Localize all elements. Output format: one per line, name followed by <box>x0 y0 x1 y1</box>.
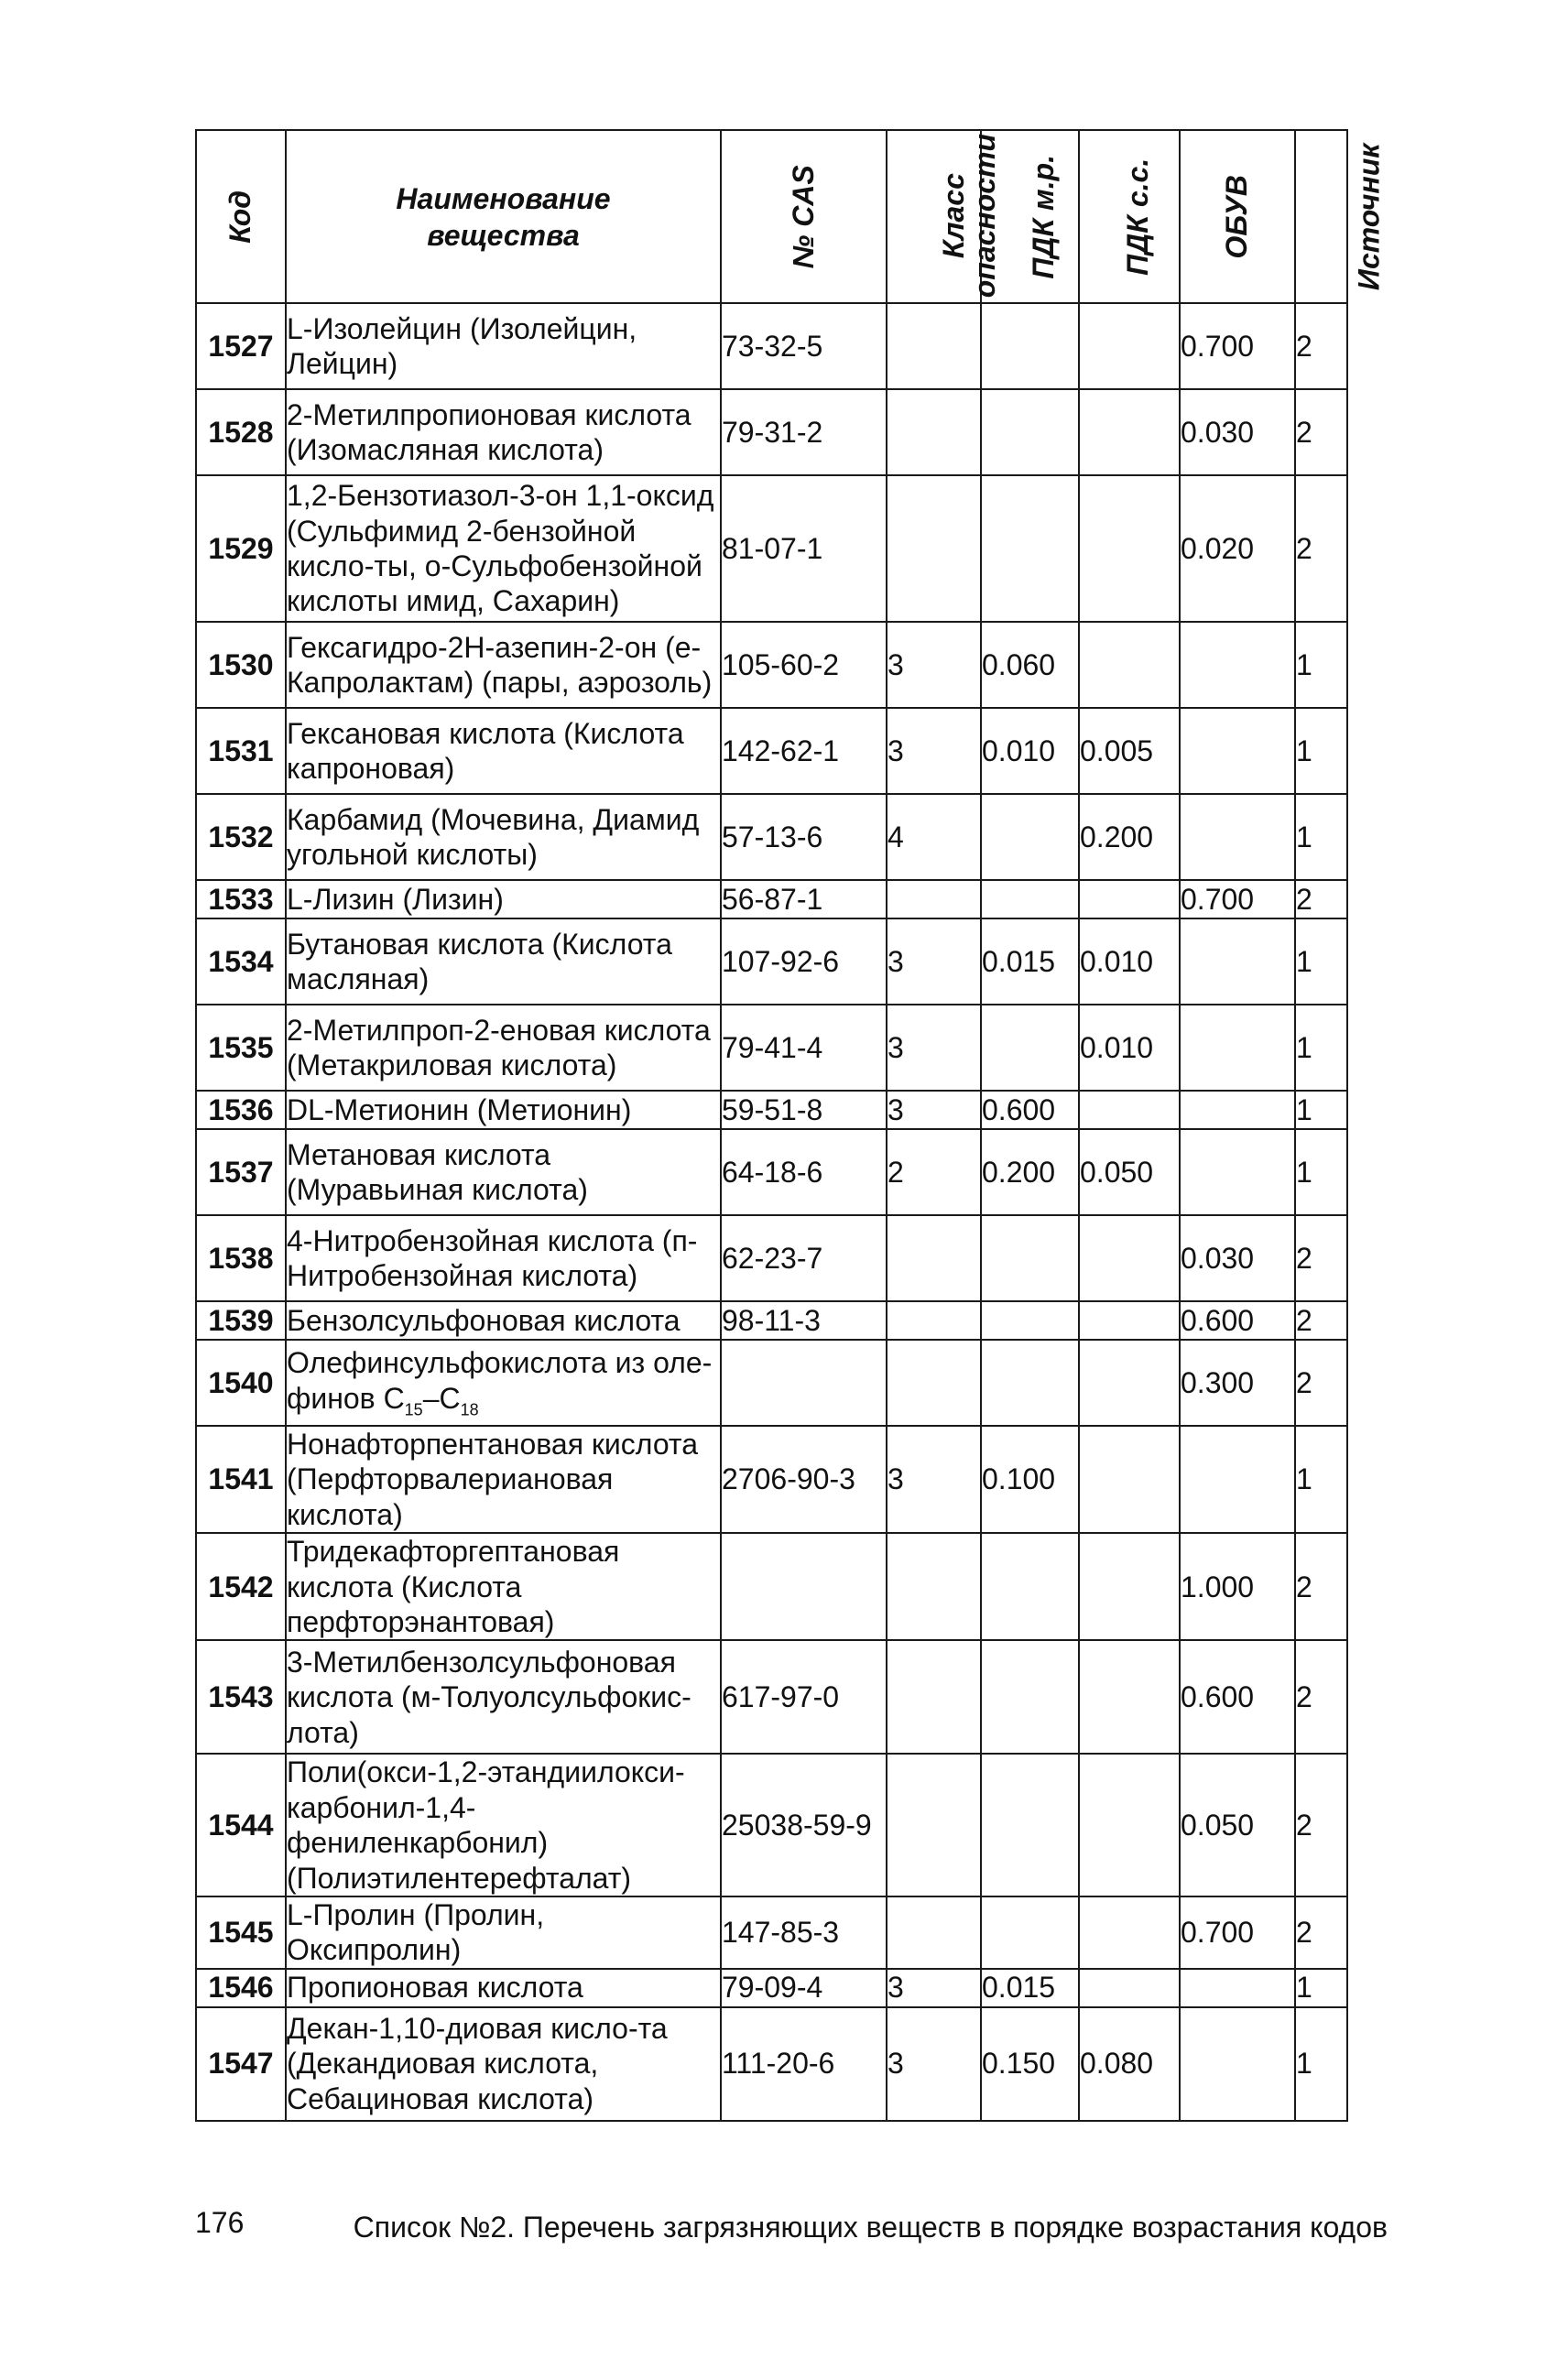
row-source: 2 <box>1295 389 1347 475</box>
row-obuv <box>1180 1005 1295 1091</box>
header-pdk-ss: ПДК с.с. <box>1079 130 1180 303</box>
row-class <box>887 303 981 389</box>
row-source: 1 <box>1295 1005 1347 1091</box>
table-row <box>196 1896 1347 1969</box>
row-name: Поли(окси-1,2-этандиилокси-карбонил-1,4-фениленкарбонил) (Полиэтилентерефталат) <box>286 1754 721 1896</box>
row-pdk-mr: 0.600 <box>981 1091 1079 1129</box>
row-code: 1546 <box>196 1969 286 2007</box>
row-class: 3 <box>887 622 981 708</box>
row-source: 1 <box>1295 2007 1347 2121</box>
row-pdk-mr: 0.015 <box>981 1969 1079 2007</box>
header-cas: № CAS <box>721 130 887 303</box>
header-row <box>196 130 1347 303</box>
row-class: 3 <box>887 1969 981 2007</box>
row-class: 3 <box>887 1426 981 1533</box>
row-code: 1534 <box>196 918 286 1005</box>
row-code: 1533 <box>196 880 286 918</box>
row-name: 1,2-Бензотиазол-3-он 1,1-оксид (Сульфимид 2-бензойной кисло-ты, о-Сульфобензойной кислоты имид, Сахарин) <box>286 475 721 622</box>
row-name: Тридекафторгептановая кислота (Кислота перфторэнантовая) <box>286 1533 721 1640</box>
row-class: 3 <box>887 708 981 794</box>
row-cas: 56-87-1 <box>721 880 887 918</box>
row-class: 3 <box>887 918 981 1005</box>
row-pdk-ss: 0.080 <box>1079 2007 1180 2121</box>
row-pdk-mr: 0.060 <box>981 622 1079 708</box>
row-code: 1532 <box>196 794 286 880</box>
header-code: Код <box>196 130 286 303</box>
row-source: 1 <box>1295 1091 1347 1129</box>
table-row <box>196 918 1347 1005</box>
row-cas: 62-23-7 <box>721 1215 887 1301</box>
row-cas: 25038-59-9 <box>721 1754 887 1896</box>
header-source: Источник <box>1295 130 1347 303</box>
row-source: 2 <box>1295 303 1347 389</box>
row-pdk-ss <box>1079 389 1180 475</box>
header-class: Класс опасности <box>887 130 981 303</box>
row-name: 4-Нитробензойная кислота (п-Нитробензойная кислота) <box>286 1215 721 1301</box>
row-pdk-ss: 0.200 <box>1079 794 1180 880</box>
row-obuv <box>1180 1091 1295 1129</box>
row-cas: 79-09-4 <box>721 1969 887 2007</box>
row-cas: 64-18-6 <box>721 1129 887 1215</box>
row-code: 1540 <box>196 1340 286 1426</box>
row-obuv <box>1180 794 1295 880</box>
table-row <box>196 1005 1347 1091</box>
row-cas <box>721 1340 887 1426</box>
row-pdk-ss <box>1079 622 1180 708</box>
row-cas: 59-51-8 <box>721 1091 887 1129</box>
row-name: L-Лизин (Лизин) <box>286 880 721 918</box>
row-name: 2-Метилпропионовая кислота (Изомасляная кислота) <box>286 389 721 475</box>
row-obuv: 0.700 <box>1180 303 1295 389</box>
header-pdk-mr: ПДК м.р. <box>981 130 1079 303</box>
row-source: 2 <box>1295 880 1347 918</box>
row-pdk-ss: 0.005 <box>1079 708 1180 794</box>
row-name: Декан-1,10-диовая кисло-та (Декандиовая кислота, Себациновая кислота) <box>286 2007 721 2121</box>
row-name: Гексановая кислота (Кислота капроновая) <box>286 708 721 794</box>
row-pdk-mr <box>981 1301 1079 1340</box>
row-obuv <box>1180 1426 1295 1533</box>
table-row <box>196 1969 1347 2007</box>
table-row <box>196 794 1347 880</box>
row-obuv: 0.300 <box>1180 1340 1295 1426</box>
row-name: Бутановая кислота (Кислота масляная) <box>286 918 721 1005</box>
row-code: 1531 <box>196 708 286 794</box>
row-source: 2 <box>1295 475 1347 622</box>
row-source: 2 <box>1295 1301 1347 1340</box>
row-obuv <box>1180 2007 1295 2121</box>
page-number: 176 <box>195 2206 245 2239</box>
row-name <box>286 1340 721 1426</box>
row-cas: 142-62-1 <box>721 708 887 794</box>
name-fragment: –C <box>422 1381 461 1415</box>
row-pdk-ss <box>1079 1215 1180 1301</box>
row-pdk-mr <box>981 1754 1079 1896</box>
row-class <box>887 389 981 475</box>
row-source: 2 <box>1295 1340 1347 1426</box>
row-pdk-ss <box>1079 1754 1180 1896</box>
row-source: 2 <box>1295 1533 1347 1640</box>
name-fragment: 15 <box>404 1400 423 1419</box>
table-row <box>196 1754 1347 1896</box>
row-name: Бензолсульфоновая кислота <box>286 1301 721 1340</box>
row-pdk-mr <box>981 1640 1079 1754</box>
row-obuv: 1.000 <box>1180 1533 1295 1640</box>
row-class <box>887 1896 981 1969</box>
row-name: L-Изолейцин (Изолейцин, Лейцин) <box>286 303 721 389</box>
row-obuv: 0.030 <box>1180 1215 1295 1301</box>
row-source: 2 <box>1295 1896 1347 1969</box>
row-code: 1547 <box>196 2007 286 2121</box>
row-pdk-ss <box>1079 1533 1180 1640</box>
row-code: 1527 <box>196 303 286 389</box>
row-pdk-mr: 0.010 <box>981 708 1079 794</box>
row-cas: 107-92-6 <box>721 918 887 1005</box>
row-pdk-mr: 0.150 <box>981 2007 1079 2121</box>
row-pdk-ss <box>1079 1091 1180 1129</box>
row-obuv: 0.020 <box>1180 475 1295 622</box>
row-code: 1528 <box>196 389 286 475</box>
row-pdk-mr <box>981 389 1079 475</box>
row-name: Метановая кислота (Муравьиная кислота) <box>286 1129 721 1215</box>
table-row <box>196 880 1347 918</box>
row-pdk-mr: 0.015 <box>981 918 1079 1005</box>
row-name: DL-Метионин (Метионин) <box>286 1091 721 1129</box>
row-code: 1541 <box>196 1426 286 1533</box>
table-row <box>196 1426 1347 1533</box>
row-code: 1539 <box>196 1301 286 1340</box>
row-pdk-ss <box>1079 1426 1180 1533</box>
row-pdk-ss: 0.050 <box>1079 1129 1180 1215</box>
page-caption: Список №2. Перечень загрязняющих веществ в порядке возрастания кодов <box>353 2211 1388 2244</box>
row-class: 4 <box>887 794 981 880</box>
row-code: 1545 <box>196 1896 286 1969</box>
row-source: 1 <box>1295 794 1347 880</box>
row-cas <box>721 1533 887 1640</box>
row-class: 3 <box>887 1091 981 1129</box>
row-cas: 57-13-6 <box>721 794 887 880</box>
row-pdk-ss <box>1079 1896 1180 1969</box>
row-class: 2 <box>887 1129 981 1215</box>
table-row <box>196 1091 1347 1129</box>
row-pdk-mr <box>981 1340 1079 1426</box>
row-obuv <box>1180 708 1295 794</box>
table-row <box>196 708 1347 794</box>
row-code: 1530 <box>196 622 286 708</box>
row-source: 2 <box>1295 1640 1347 1754</box>
row-class: 3 <box>887 2007 981 2121</box>
row-class <box>887 1754 981 1896</box>
row-cas: 147-85-3 <box>721 1896 887 1969</box>
table-row <box>196 1533 1347 1640</box>
row-class <box>887 880 981 918</box>
row-source: 1 <box>1295 622 1347 708</box>
row-cas: 617-97-0 <box>721 1640 887 1754</box>
row-class <box>887 1640 981 1754</box>
row-pdk-ss <box>1079 1340 1180 1426</box>
row-pdk-ss: 0.010 <box>1079 1005 1180 1091</box>
row-cas: 79-41-4 <box>721 1005 887 1091</box>
row-pdk-mr: 0.200 <box>981 1129 1079 1215</box>
row-obuv: 0.050 <box>1180 1754 1295 1896</box>
row-obuv: 0.600 <box>1180 1640 1295 1754</box>
row-cas: 79-31-2 <box>721 389 887 475</box>
row-obuv <box>1180 1129 1295 1215</box>
row-source: 1 <box>1295 1129 1347 1215</box>
row-source: 1 <box>1295 1426 1347 1533</box>
row-code: 1529 <box>196 475 286 622</box>
table-row <box>196 389 1347 475</box>
substances-table <box>195 129 1386 2122</box>
table-row <box>196 1129 1347 1215</box>
row-cas: 2706-90-3 <box>721 1426 887 1533</box>
row-name: Карбамид (Мочевина, Диамид угольной кислоты) <box>286 794 721 880</box>
row-obuv: 0.600 <box>1180 1301 1295 1340</box>
row-pdk-ss <box>1079 1301 1180 1340</box>
row-class <box>887 1340 981 1426</box>
row-source: 1 <box>1295 708 1347 794</box>
row-class <box>887 1301 981 1340</box>
row-cas: 73-32-5 <box>721 303 887 389</box>
row-source: 1 <box>1295 1969 1347 2007</box>
row-pdk-ss <box>1079 475 1180 622</box>
row-pdk-mr <box>981 303 1079 389</box>
row-pdk-ss <box>1079 303 1180 389</box>
row-class <box>887 1215 981 1301</box>
row-name: Гексагидро-2Н-азепин-2-он (е-Капролактам) (пары, аэрозоль) <box>286 622 721 708</box>
table-row <box>196 1640 1347 1754</box>
row-source: 2 <box>1295 1754 1347 1896</box>
table-row <box>196 622 1347 708</box>
row-code: 1535 <box>196 1005 286 1091</box>
row-class <box>887 1533 981 1640</box>
row-pdk-mr <box>981 1215 1079 1301</box>
row-pdk-ss: 0.010 <box>1079 918 1180 1005</box>
table-row <box>196 2007 1347 2121</box>
row-cas: 81-07-1 <box>721 475 887 622</box>
table-row <box>196 1301 1347 1340</box>
row-obuv: 0.700 <box>1180 1896 1295 1969</box>
row-pdk-mr <box>981 1896 1079 1969</box>
row-name: 2-Метилпроп-2-еновая кислота (Метакриловая кислота) <box>286 1005 721 1091</box>
row-name: L-Пролин (Пролин, Оксипролин) <box>286 1896 721 1969</box>
row-obuv <box>1180 622 1295 708</box>
row-source: 2 <box>1295 1215 1347 1301</box>
row-code: 1538 <box>196 1215 286 1301</box>
row-pdk-mr <box>981 1005 1079 1091</box>
row-pdk-mr: 0.100 <box>981 1426 1079 1533</box>
table-row <box>196 1215 1347 1301</box>
row-class: 3 <box>887 1005 981 1091</box>
row-code: 1542 <box>196 1533 286 1640</box>
row-code: 1536 <box>196 1091 286 1129</box>
row-cas: 98-11-3 <box>721 1301 887 1340</box>
row-name: Нонафторпентановая кислота (Перфторвалериановая кислота) <box>286 1426 721 1533</box>
table-row <box>196 1340 1347 1426</box>
row-obuv: 0.030 <box>1180 389 1295 475</box>
row-name: Пропионовая кислота <box>286 1969 721 2007</box>
row-obuv: 0.700 <box>1180 880 1295 918</box>
row-pdk-mr <box>981 475 1079 622</box>
row-pdk-mr <box>981 794 1079 880</box>
row-source: 1 <box>1295 918 1347 1005</box>
row-code: 1543 <box>196 1640 286 1754</box>
row-code: 1537 <box>196 1129 286 1215</box>
row-pdk-mr <box>981 1533 1079 1640</box>
header-name: Наименование вещества <box>286 130 721 303</box>
row-pdk-ss <box>1079 1969 1180 2007</box>
row-name: 3-Метилбензолсульфоновая кислота (м-Толуолсульфокис-лота) <box>286 1640 721 1754</box>
table-row <box>196 475 1347 622</box>
row-pdk-ss <box>1079 1640 1180 1754</box>
table-row <box>196 303 1347 389</box>
row-cas: 105-60-2 <box>721 622 887 708</box>
row-pdk-mr <box>981 880 1079 918</box>
row-obuv <box>1180 918 1295 1005</box>
name-fragment: Олефинсульфокислота из оле-финов C <box>287 1346 713 1415</box>
header-obuv: ОБУВ <box>1180 130 1295 303</box>
row-code: 1544 <box>196 1754 286 1896</box>
row-cas: 111-20-6 <box>721 2007 887 2121</box>
row-class <box>887 475 981 622</box>
row-pdk-ss <box>1079 880 1180 918</box>
name-fragment: 18 <box>460 1400 479 1419</box>
row-obuv <box>1180 1969 1295 2007</box>
